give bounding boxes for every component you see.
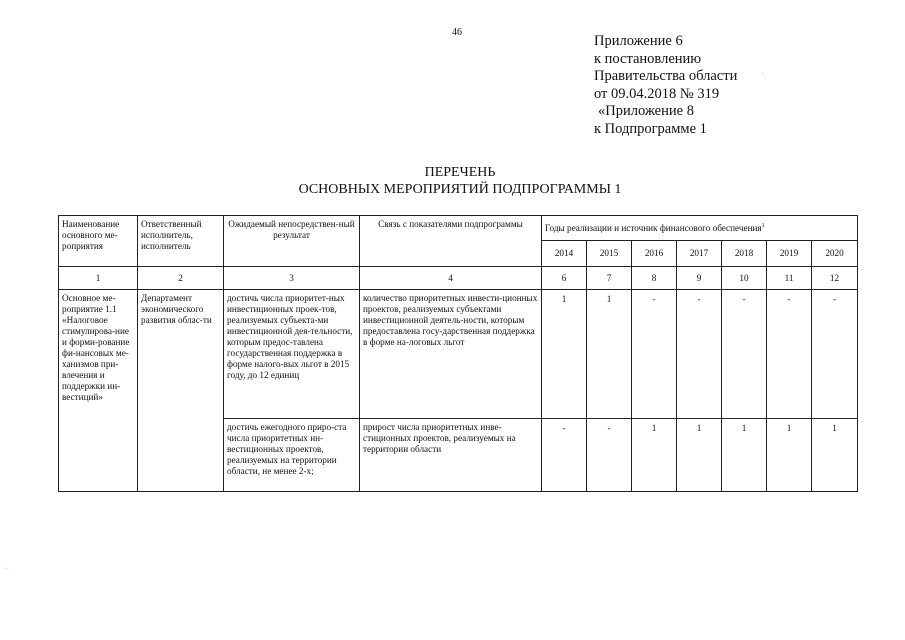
value-cell: - — [767, 290, 812, 419]
header-year: 2017 — [677, 241, 722, 267]
column-number: 4 — [360, 267, 542, 290]
margin-mark: ·· — [5, 566, 9, 572]
events-table — [58, 215, 858, 492]
column-number: 1 — [59, 267, 138, 290]
appendix-block — [594, 33, 737, 138]
document-title: ПЕРЕЧЕНЬ — [424, 165, 496, 180]
result-cell: достичь числа приоритет-ных инвестиционных проек-тов, реализуемых субъекта-ми инвестиционной дея-тельности, которым предос-тавлена государственная поддержка в форме налого-вых льгот в 2015 году, до 12 единиц — [224, 290, 360, 419]
value-cell: - — [587, 419, 632, 492]
table-row — [59, 290, 858, 419]
value-cell: - — [632, 290, 677, 419]
value-cell: 1 — [812, 419, 858, 492]
value-cell: 1 — [587, 290, 632, 419]
result-cell: достичь ежегодного приро-ста числа приоритетных ин-вестиционных проектов, реализуемых на территории области, не менее 2-х; — [224, 419, 360, 492]
column-number: 9 — [677, 267, 722, 290]
value-cell: 1 — [677, 419, 722, 492]
document-subtitle: ОСНОВНЫХ МЕРОПРИЯТИЙ ПОДПРОГРАММЫ 1 — [298, 182, 622, 197]
header-result: Ожидаемый непосредствен-ный результат — [224, 216, 360, 267]
page-number: 46 — [452, 27, 462, 38]
value-cell: - — [542, 419, 587, 492]
column-number: 8 — [632, 267, 677, 290]
header-year: 2018 — [722, 241, 767, 267]
header-year: 2014 — [542, 241, 587, 267]
header-year: 2019 — [767, 241, 812, 267]
column-number: 12 — [812, 267, 858, 290]
header-event-name: Наименование основного ме-роприятия — [59, 216, 138, 267]
event-name-cell: Основное ме-роприятие 1.1 «Налоговое стимулирова-ние и форми-рование фи-нансовых ме-ханизмов при-влечения и поддержки ин-вестиций» — [59, 290, 138, 492]
indicator-cell: количество приоритетных инвести-ционных проектов, реализуемых субъектами инвестиционной деятель-ности, которым предоставлена госу-дарственная поддержка в форме на-логовых льгот — [360, 290, 542, 419]
value-cell: - — [722, 290, 767, 419]
column-number: 6 — [542, 267, 587, 290]
appendix-line: Правительства области — [594, 68, 738, 84]
header-year: 2020 — [812, 241, 858, 267]
value-cell: 1 — [632, 419, 677, 492]
column-number: 2 — [138, 267, 224, 290]
column-number: 3 — [224, 267, 360, 290]
value-cell: 1 — [722, 419, 767, 492]
appendix-line: от 09.04.2018 № 319 — [594, 85, 720, 102]
indicator-cell: прирост числа приоритетных инве-стиционных проектов, реализуемых на территории области — [360, 419, 542, 492]
column-number: 11 — [767, 267, 812, 290]
header-years-group — [542, 216, 858, 241]
appendix-line: Приложение 6 — [594, 33, 683, 49]
column-number: 10 — [722, 267, 767, 290]
header-year: 2015 — [587, 241, 632, 267]
appendix-line: к постановлению — [594, 50, 702, 67]
header-executor: Ответственный исполнитель, исполнитель — [138, 216, 224, 267]
appendix-line: к Подпрограмме 1 — [594, 120, 707, 137]
appendix-line: «Приложение 8 — [598, 103, 694, 119]
value-cell: 1 — [767, 419, 812, 492]
column-number: 7 — [587, 267, 632, 290]
header-year: 2016 — [632, 241, 677, 267]
stray-mark: . — [762, 70, 764, 76]
value-cell: 1 — [542, 290, 587, 419]
header-years-group-text: Годы реализации и источник финансового обеспечения — [545, 222, 762, 233]
header-indicator: Связь с показателями подпрограммы — [360, 216, 542, 267]
value-cell: - — [677, 290, 722, 419]
footnote-mark: 1 — [761, 222, 765, 229]
executor-cell: Департамент экономического развития облас-ти — [138, 290, 224, 492]
value-cell: - — [812, 290, 858, 419]
